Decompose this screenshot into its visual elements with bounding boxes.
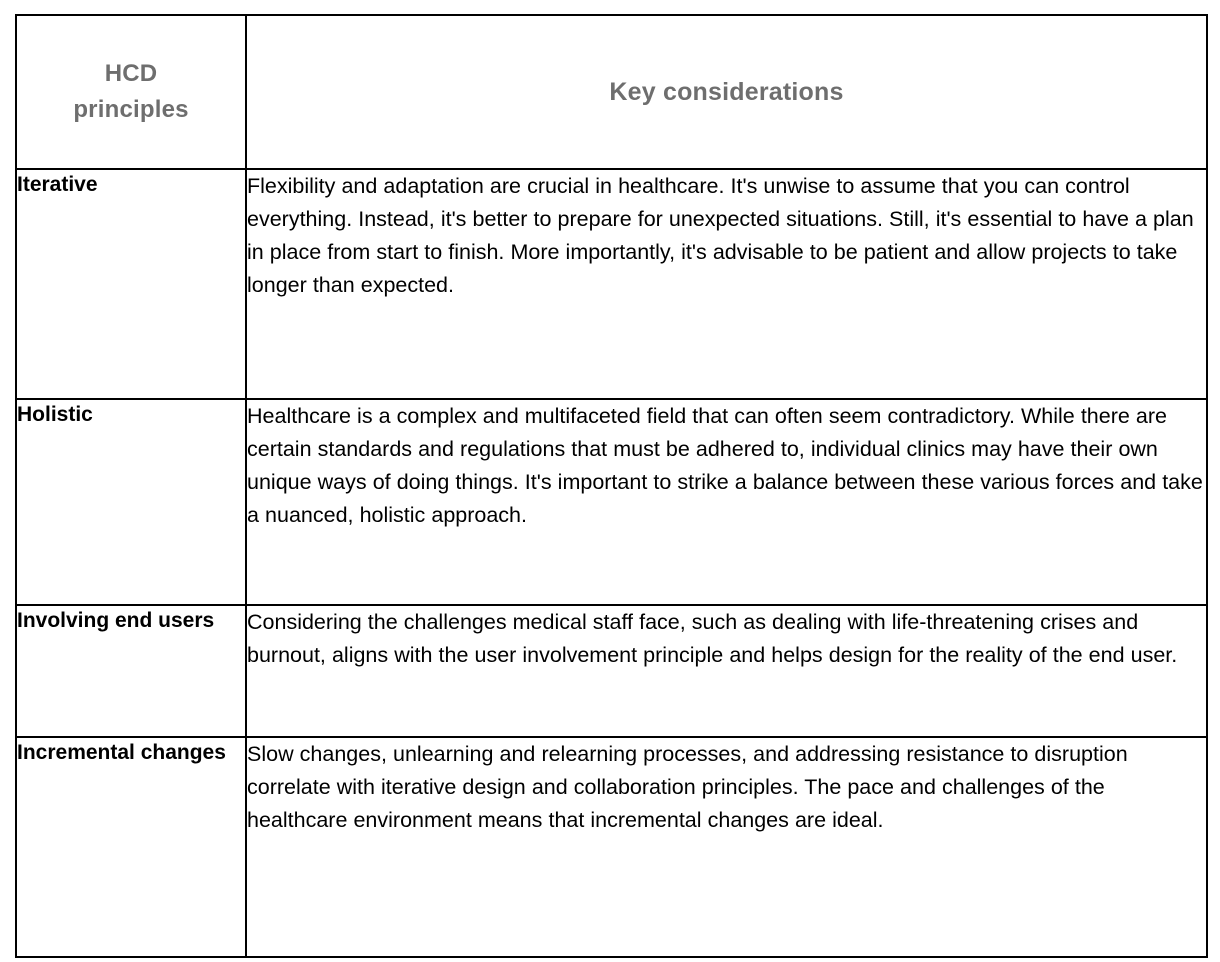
column-header-hcd-principles-line1: HCD [104, 60, 158, 87]
consideration-text: Considering the challenges medical staff face, such as dealing with life-threatening crises and burnout, aligns with the user involvement principle and helps design for the reality of the end user. [247, 610, 1178, 667]
principle-label: Holistic [17, 403, 93, 426]
consideration-text: Flexibility and adaptation are crucial in healthcare. It's unwise to assume that you can control everything. Instead, it's better to prepare for unexpected situations. Still, it's essential to have a plan in place from start to finish. More importantly, it's advisable to be patient and allow projects to take longer than expected. [247, 174, 1194, 297]
cell-consideration [246, 737, 1207, 957]
table-row [16, 605, 1207, 737]
column-header-hcd-principles-line2: principles [73, 96, 189, 123]
principle-label: Incremental changes [17, 741, 226, 764]
cell-consideration [246, 605, 1207, 737]
table-body [16, 169, 1207, 957]
principle-label: Involving end users [17, 609, 215, 632]
column-header-hcd-principles [16, 15, 246, 169]
table-header [16, 15, 1207, 169]
cell-consideration [246, 169, 1207, 399]
principle-label: Iterative [17, 173, 98, 196]
table-row [16, 737, 1207, 957]
hcd-principles-table [15, 14, 1208, 958]
cell-principle [16, 737, 246, 957]
cell-consideration [246, 399, 1207, 605]
table-row [16, 169, 1207, 399]
consideration-text: Slow changes, unlearning and relearning processes, and addressing resistance to disruption correlate with iterative design and collaboration principles. The pace and challenges of the healthcare environment means that incremental changes are ideal. [247, 742, 1128, 832]
hcd-principles-table-wrapper [15, 14, 1206, 946]
table-header-row [16, 15, 1207, 169]
column-header-key-considerations [246, 15, 1207, 169]
table-row [16, 399, 1207, 605]
cell-principle [16, 605, 246, 737]
cell-principle [16, 399, 246, 605]
consideration-text: Healthcare is a complex and multifaceted field that can often seem contradictory. While there are certain standards and regulations that must be adhered to, individual clinics may have their own unique ways of doing things. It's important to strike a balance between these various forces and take a nuanced, holistic approach. [247, 404, 1203, 527]
column-header-key-considerations-label: Key considerations [609, 78, 844, 106]
cell-principle [16, 169, 246, 399]
